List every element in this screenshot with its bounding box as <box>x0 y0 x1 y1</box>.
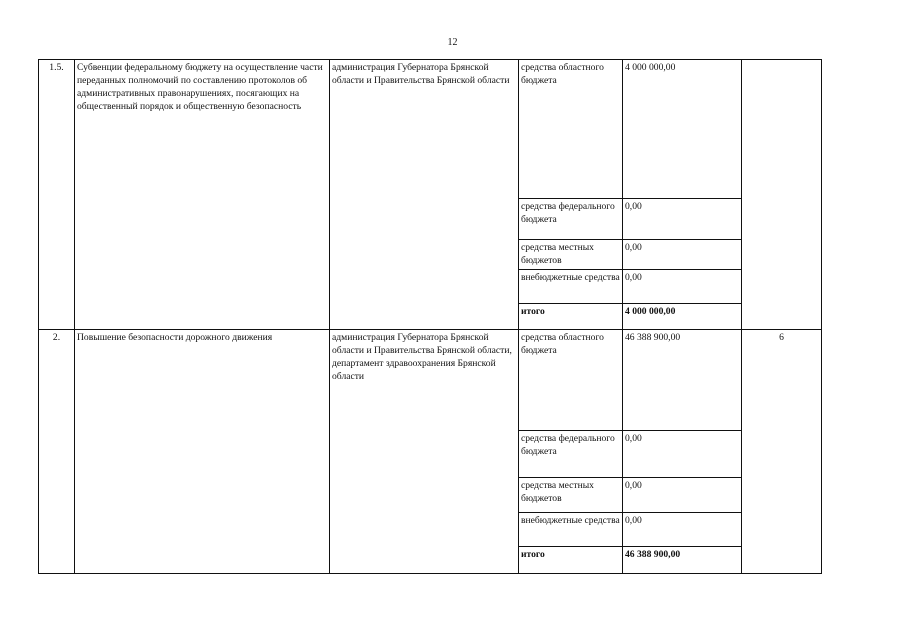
executor: администрация Губернатора Брянской области и Правительства Брянской области, департамент здравоохранения Брянской области <box>330 330 519 574</box>
row-number: 2. <box>39 330 75 574</box>
source-label: средства федерального бюджета <box>519 431 623 478</box>
row-number: 1.5. <box>39 60 75 330</box>
total-label: итого <box>519 304 623 330</box>
budget-table <box>38 59 822 574</box>
total-amount: 46 388 900,00 <box>623 547 742 574</box>
page-number: 12 <box>447 37 458 48</box>
measure-name: Субвенции федеральному бюджету на осуществление части переданных полномочий по составлению протоколов об административных правонарушениях, посягающих на общественный порядок и общественную безопасность <box>75 60 330 330</box>
source-amount: 0,00 <box>623 199 742 240</box>
source-label: внебюджетные средства <box>519 513 623 547</box>
source-amount: 0,00 <box>623 513 742 547</box>
source-label: средства местных бюджетов <box>519 478 623 513</box>
table-row <box>39 60 822 199</box>
source-amount: 46 388 900,00 <box>623 330 742 431</box>
extra-value <box>742 60 822 330</box>
source-label: внебюджетные средства <box>519 270 623 304</box>
source-amount: 0,00 <box>623 431 742 478</box>
source-label: средства местных бюджетов <box>519 240 623 270</box>
total-amount: 4 000 000,00 <box>623 304 742 330</box>
source-label: средства областного бюджета <box>519 60 623 199</box>
source-amount: 0,00 <box>623 478 742 513</box>
source-label: средства федерального бюджета <box>519 199 623 240</box>
table-row <box>39 330 822 431</box>
source-label: средства областного бюджета <box>519 330 623 431</box>
source-amount: 0,00 <box>623 270 742 304</box>
extra-value: 6 <box>742 330 822 574</box>
executor: администрация Губернатора Брянской области и Правительства Брянской области <box>330 60 519 330</box>
source-amount: 4 000 000,00 <box>623 60 742 199</box>
total-label: итого <box>519 547 623 574</box>
source-amount: 0,00 <box>623 240 742 270</box>
measure-name: Повышение безопасности дорожного движения <box>75 330 330 574</box>
